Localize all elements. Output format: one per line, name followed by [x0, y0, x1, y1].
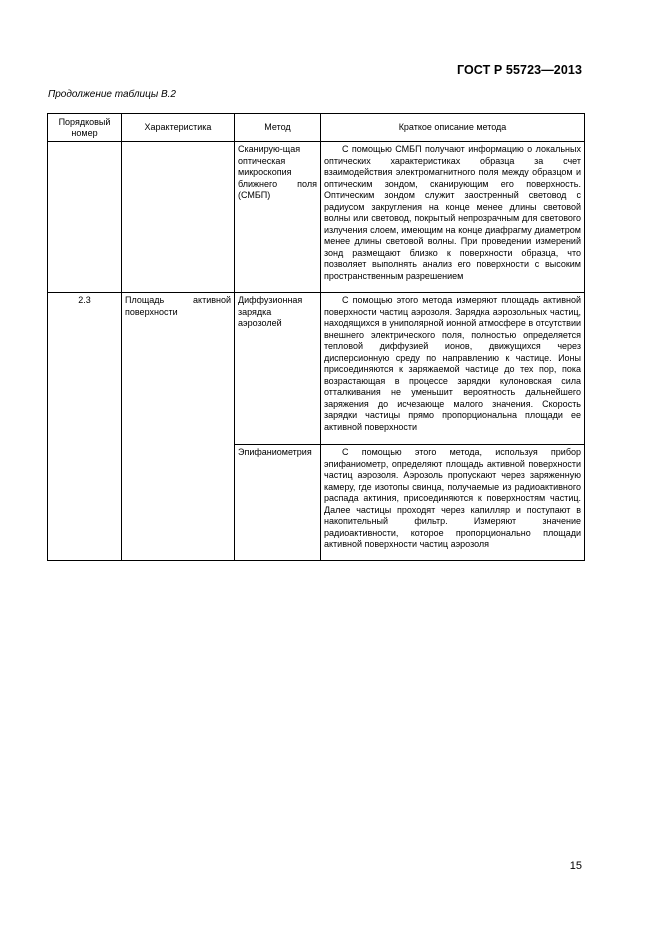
cell-number: 2.3: [48, 293, 122, 561]
table-row: [48, 142, 585, 293]
document-code: ГОСТ Р 55723—2013: [456, 63, 582, 77]
column-header-method: Метод: [235, 114, 321, 142]
column-header-number: Порядковый номер: [48, 114, 122, 142]
cell-method: Сканирую-щая оптическая микроскопия ближнего поля (СМБП): [235, 142, 321, 293]
table-header-row: [48, 114, 585, 142]
cell-description: С помощью СМБП получают информацию о локальных оптических характеристиках образца за счет взаимодействия электромагнитного поля между образцом и оптическим зондом, сканирующим его поверхность. Оптическим зондом служит заостренный световод с радиусом закругления на конце менее длины световой волны или световод, покрытый непрозрачным для светового излучения слоем, имеющим на конце диафрагму диаметром менее длины световой волны. При проведении измерений зонд размещают близко к поверхности образца, что позволяет выполнять анализ его поверхности с высоким пространственным разрешением: [321, 142, 585, 293]
table-caption: Продолжение таблицы В.2: [48, 89, 176, 100]
page-number: 15: [569, 860, 582, 872]
cell-characteristic: [122, 142, 235, 293]
cell-number: [48, 142, 122, 293]
cell-method: Эпифаниометрия: [235, 445, 321, 561]
cell-description: С помощью этого метода измеряют площадь активной поверхности частиц аэрозоля. Зарядка аэрозольных частиц, находящихся в униполярной ионной атмосфере в отсутствии внешнего электрического поля, полностью определяется тепловой диффузией ионов, движущихся через дисперсионную среду по направлению к частице. Ионы присоединяются к заряжаемой частице до тех пор, пока возрастающая в процессе зарядки кулоновская сила отталкивания не уменьшит вероятность дальнейшего заряжения до исчезающе малого значения. Скорость зарядки частицы прямо пропорциональна площади ее активной поверхности: [321, 293, 585, 445]
cell-characteristic: Площадь активной поверхности: [122, 293, 235, 561]
methods-table: [47, 113, 585, 561]
column-header-characteristic: Характеристика: [122, 114, 235, 142]
cell-description: С помощью этого метода, используя прибор эпифаниометр, определяют площадь активной поверхности частиц аэрозоля. Аэрозоль пропускают через заряженную камеру, где изотопы свинца, получаемые из радиоактивного распада актиния, присоединяются к поверхностям частиц. Далее частицы проходят через капилляр и поступают в накопительный фильтр. Измеряют значение радиоактивности, которое пропорционально площади активной поверхности частиц аэрозоля: [321, 445, 585, 561]
table-row: [48, 293, 585, 445]
cell-method: Диффузионная зарядка аэрозолей: [235, 293, 321, 445]
column-header-description: Краткое описание метода: [321, 114, 585, 142]
